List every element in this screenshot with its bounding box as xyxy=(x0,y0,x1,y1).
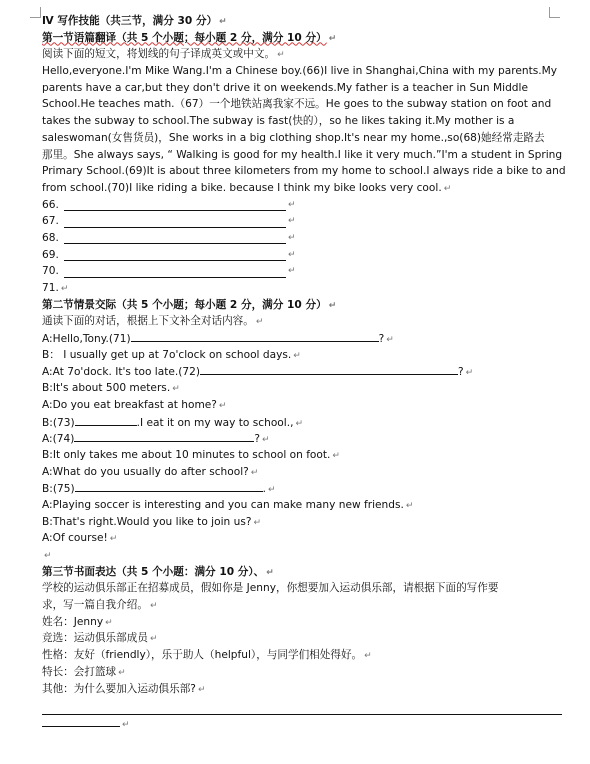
passage-line: from school.(70)I like riding a bike. because I think my bike looks very cool. ↵ xyxy=(42,181,452,194)
answer-line[interactable]: 66. ↵ xyxy=(42,198,296,211)
dialogue-line: B:It only takes me about 10 minutes to school on foot. ↵ xyxy=(42,448,340,461)
document-page xyxy=(42,13,566,732)
section2-instruction: 通读下面的对话，根据上下文补全对话内容。 ↵ xyxy=(42,315,264,328)
dialogue-line: B:That's right.Would you like to join us? ↵ xyxy=(42,515,262,528)
passage-line: Primary School.(69)It is about three kilometers from my home to school.I always ride a bike to and xyxy=(42,165,566,178)
passage-line: parents have a car,but they don't drive it on weekends.My father is a teacher in Sun Middle xyxy=(42,81,528,94)
answer-line[interactable]: 70. ↵ xyxy=(42,265,296,278)
field-campaign: 竞选：运动俱乐部成员 ↵ xyxy=(42,632,158,645)
dialogue-line: B:(73) .I eat it on my way to school., ↵ xyxy=(42,414,562,431)
answer-line[interactable]: 69. ↵ xyxy=(42,248,296,261)
field-other: 其他：为什么要加入运动俱乐部? ↵ xyxy=(42,682,206,695)
dialogue-line: A:Playing soccer is interesting and you can make many new friends. ↵ xyxy=(42,498,414,511)
empty-paragraph: ↵ xyxy=(44,551,52,561)
translation-answers xyxy=(42,197,562,297)
writing-answer-line[interactable] xyxy=(42,697,562,715)
answer-blank[interactable] xyxy=(200,363,458,375)
dialogue-line: B:(75) . ↵ xyxy=(42,480,562,497)
field-specialty: 特长：会打篮球 ↵ xyxy=(42,665,126,678)
dialogue-line: A:At 7o'dock. It's too late.(72) ? ↵ xyxy=(42,363,562,380)
section2-title: 第二节情景交际（共 5 个小题；每小题 2 分，满分 10 分） ↵ xyxy=(42,298,337,311)
answer-line[interactable]: 68. ↵ xyxy=(42,231,296,244)
section3-title: 第三节书面表达（共 5 个小题：满分 10 分）、 ↵ xyxy=(42,565,274,578)
section3-intro-line: 学校的运动俱乐部正在招募成员，假如你是 Jenny，你想要加入运动俱乐部，请根据下面的写作要 xyxy=(42,582,499,595)
passage-line: takes the subway to school.The subway is fast(快的），so he likes taking it.My mother is a xyxy=(42,115,515,128)
writing-answer-line-end[interactable]: ↵ xyxy=(42,715,562,732)
section1-title: 第一节语篇翻译（共 5 个小题；每小题 2 分，满分 10 分） ↵ xyxy=(42,31,337,44)
section3-intro-line: 求，写一篇自我介绍。 ↵ xyxy=(42,599,158,612)
field-name: 姓名：Jenny ↵ xyxy=(42,615,113,628)
dialogue-line: A:(74) ? ↵ xyxy=(42,430,562,447)
dialogue-line: A:Do you eat breakfast at home? ↵ xyxy=(42,398,227,411)
passage-line: School.He teaches math.（67）一个地铁站离我家不远。He goes to the subway station on foot and xyxy=(42,98,552,111)
passage xyxy=(42,63,566,197)
answer-blank[interactable] xyxy=(131,330,379,342)
passage-line: saleswoman(女售货员)，She works in a big clothing shop.It's near my home.,so(68)她经常走路去 xyxy=(42,131,545,144)
crop-mark-top-left xyxy=(30,7,41,18)
section1-instruction: 阅读下面的短文，将划线的句子译成英文或中文。 ↵ xyxy=(42,48,285,61)
passage-line: Hello,everyone.I'm Mike Wang.I'm a Chinese boy.(66)I live in Shanghai,China with my parents.My xyxy=(42,65,558,78)
dialogue-line: A:Of course! ↵ xyxy=(42,532,118,545)
dialogue-line: A:What do you usually do after school? ↵ xyxy=(42,465,259,478)
writing-requirements xyxy=(42,614,562,697)
answer-blank[interactable] xyxy=(75,480,263,492)
dialogue-line: B： I usually get up at 7o'clock on school days. ↵ xyxy=(42,348,301,361)
passage-line: 那里。She always says, “ Walking is good for my health.I like it very much.”I'm a student in Spring xyxy=(42,148,563,161)
answer-blank[interactable] xyxy=(74,430,254,442)
field-personality: 性格：友好（friendly），乐于助人（helpful），与同学们相处得好。 ↵ xyxy=(42,649,372,662)
dialogue xyxy=(42,330,562,564)
dialogue-line: B:It's about 500 meters. ↵ xyxy=(42,382,180,395)
part-title: Ⅳ 写作技能（共三节，满分 30 分） ↵ xyxy=(42,15,227,27)
dialogue-line: A:Hello,Tony.(71) ? ↵ xyxy=(42,330,562,347)
answer-blank[interactable] xyxy=(75,414,137,426)
answer-number: 71. ↵ xyxy=(42,282,69,294)
answer-line[interactable]: 67. ↵ xyxy=(42,215,296,228)
